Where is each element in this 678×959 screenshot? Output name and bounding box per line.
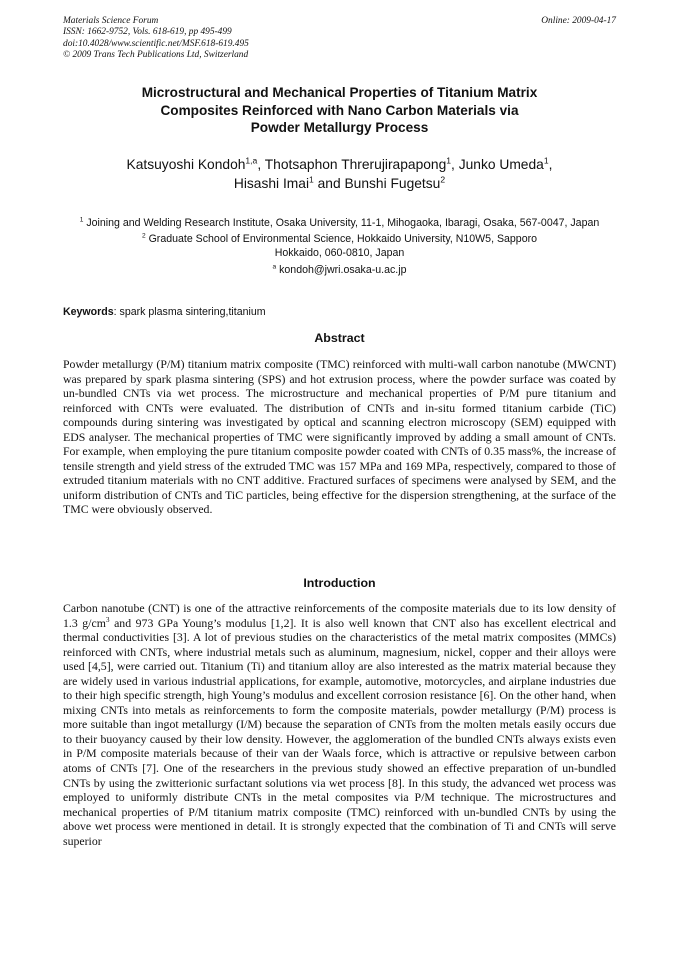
intro-text-part-1: Carbon nanotube (CNT) is one of the attractive reinforcements of the composite materials due to its low density of 1.3 g/cm [63,601,616,630]
author-line-1 [63,156,616,175]
affiliations [63,216,616,279]
email-mark: a [272,263,277,271]
author-affiliation-mark: 1,a [245,155,258,166]
affiliation-text: Joining and Welding Research Institute, Osaka University, 11-1, Mihogaoka, Ibaragi, Osaka, 567-0047, Japan [83,217,600,229]
affiliation-1 [63,216,616,230]
affiliation-text: Graduate School of Environmental Science, Hokkaido University, N10W5, Sapporo [145,233,538,246]
abstract-heading: Abstract [314,331,365,345]
online-date: Online: 2009-04-17 [541,16,616,26]
doi-line: doi:10.4028/www.scientific.net/MSF.618-619.495 [63,38,249,49]
keywords-label: Keywords [63,306,114,318]
author-separator: , [451,157,459,172]
intro-text-part-2: and 973 GPa Young’s modulus [1,2]. It is also well known that CNT also has excellent electrical and thermal conductivities [3]. A lot of previous studies on the characteristics of the metal matrix composites (MMCs) reinforced with CNTs, where industrial metals such as aluminum, magnesium, nickel, copper and their alloys were used [4,5], were carried out. Titanium (Ti) and titanium alloy are also interested as the matrix material because they are widely used in various industrial applications, for example, automotive, motorcycles, and airplane industries due to their high specific strength, high Young’s modulus and excellent corrosion resistance [6]. On the other hand, when mixing CNTs into metals as reinforcements to form the composite materials, powder metallurgy (P/M) process is more suitable than ingot metallurgy (I/M) because the separation of CNTs from the molten metals easily occurs due to their buoyancy caused by their low density. However, the agglomeration of the bundled CNTs always exists even in P/M composite materials because of their van der Waals force, which is attractive or repulsive between carbon atoms of CNTs [7]. One of the researchers in the previous study showed an effective preparation of un-bundled CNTs by using the zwitterionic surfactant solutions via wet process [8]. In this study, the advanced wet process was employed to uniformly distribute CNTs in the metal composites via P/M technique. The microstructures and mechanical properties of P/M titanium matrix composite (TMC) reinforced with un-bundled CNTs by using the above wet process were mentioned in detail. It is strongly expected that the combination of Ti and CNTs will serve superior [63,615,616,848]
email-address[interactable]: kondoh@jwri.osaka-u.ac.jp [276,263,407,276]
author-list [63,156,616,193]
introduction-heading: Introduction [303,576,376,590]
journal-header [63,16,616,62]
author-affiliation-mark: 1 [309,173,314,184]
author-name: Bunshi Fugetsu [344,175,441,191]
title-line-1: Microstructural and Mechanical Properties of Titanium Matrix [141,85,538,100]
author-affiliation-mark: 1 [446,155,452,166]
affiliation-2-line-2: Hokkaido, 060-0810, Japan [274,247,405,260]
title-line-2: Composites Reinforced with Nano Carbon Materials via [160,102,519,118]
author-line-2 [63,175,616,194]
author-separator: , [548,157,553,172]
abstract-body: Powder metallurgy (P/M) titanium matrix composite (TMC) reinforced with multi-wall carbon nanotube (MWCNT) was prepared by spark plasma sintering (SPS) and hot extrusion process, where the powder surface was coated by un-bundled CNTs via wet process. The microstructure and mechanical properties of P/M pure titanium and reinforced with CNTs were evaluated. The distribution of CNTs and in-situ formed titanium carbide (TiC) compounds during sintering was investigated by optical and scanning electron microscopy (SEM) equipped with EDS analyser. The mechanical properties of TMC were significantly improved by adding a small amount of CNTs. For example, when employing the pure titanium composite powder coated with CNTs of 0.35 mass%, the increase of tensile strength and yield stress of the extruded TMC was 157 MPa and 169 MPa, respectively, compared to those of extruded titanium materials with no CNT additive. Fractured surfaces of specimens were analysed by SEM, and the uniform distribution of CNTs and TiC particles, being effective for the dispersion strengthening, at the surface of the TMC were obviously observed. [63,357,616,517]
affiliation-mark: 2 [141,232,146,240]
copyright-line: © 2009 Trans Tech Publications Ltd, Switzerland [63,50,249,61]
author-name: Katsuyoshi Kondoh [126,157,246,172]
author-affiliation-mark: 2 [440,173,446,184]
keywords-value: spark plasma sintering,titanium [119,306,266,318]
author-separator: , [257,157,265,172]
author-name: Hisashi Imai [233,175,310,191]
paper-title [63,84,616,137]
journal-name: Materials Science Forum [63,16,159,26]
author-name: Thotsaphon Threrujirapapong [264,157,447,172]
email-line [63,263,616,277]
author-affiliation-mark: 1 [543,155,549,166]
affiliation-2-line-1 [63,232,616,246]
issn-line: ISSN: 1662-9752, Vols. 618-619, pp 495-499 [63,27,232,38]
affiliation-mark: 1 [79,216,84,224]
introduction-body [63,601,616,848]
keywords-line [63,305,616,319]
affiliation-2 [63,232,616,260]
author-name: Junko Umeda [458,157,544,172]
keywords-colon: : [113,306,120,318]
author-conjunction: and [313,175,345,191]
intro-superscript: 3 [105,614,110,624]
title-line-3: Powder Metallurgy Process [250,120,429,135]
